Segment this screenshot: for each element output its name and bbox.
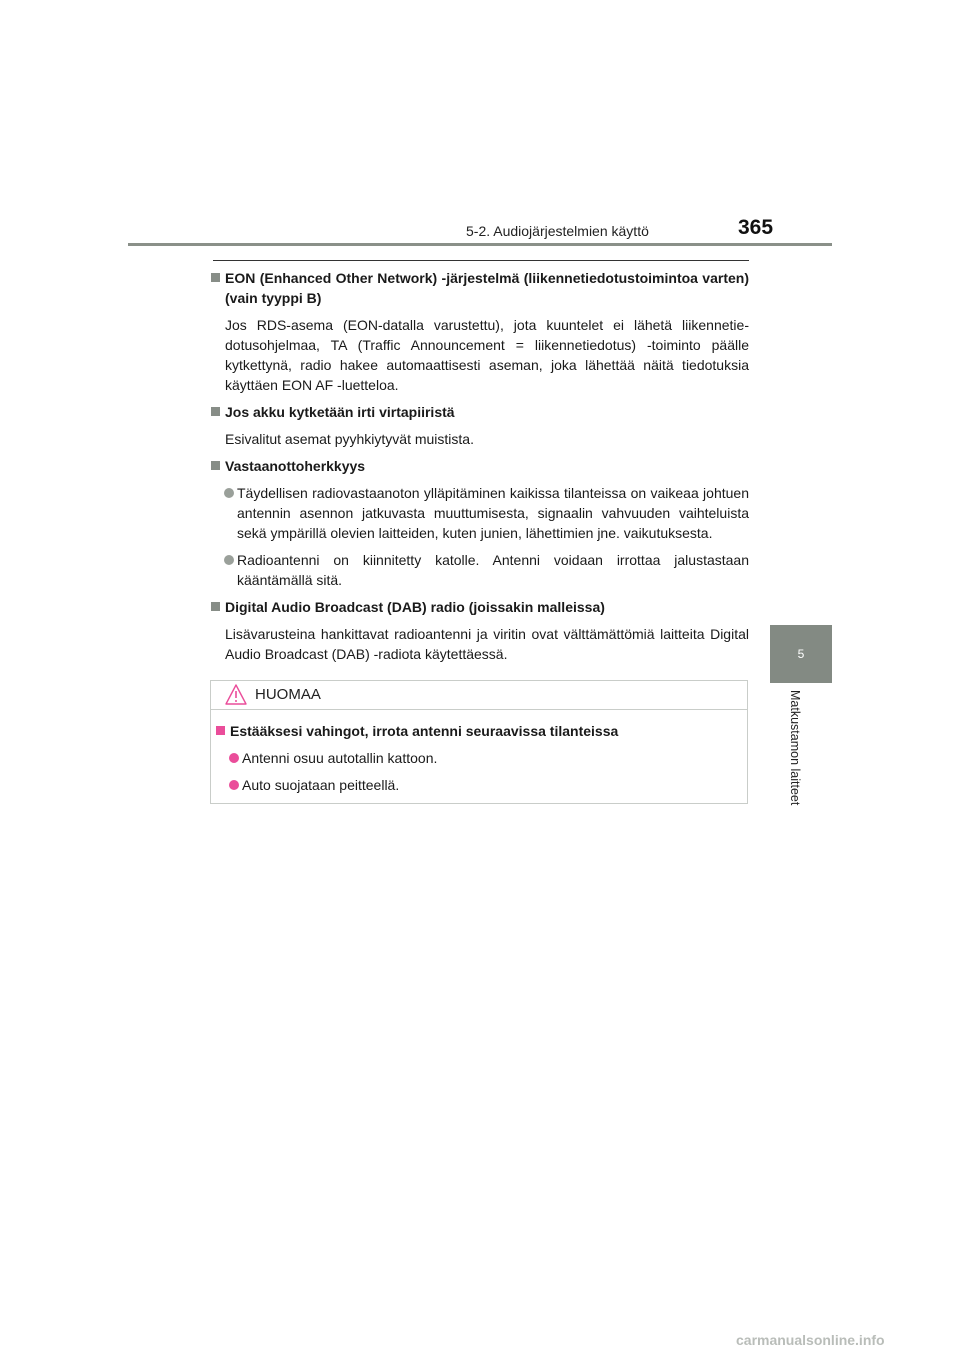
section-heading: Jos akku kytketään irti virtapiiristä bbox=[211, 402, 749, 422]
notice-heading: Estääksesi vahingot, irrota antenni seuraavissa tilanteissa bbox=[216, 721, 747, 741]
section-eon bbox=[211, 268, 749, 395]
chapter-tab bbox=[770, 625, 832, 683]
square-bullet-icon bbox=[211, 602, 220, 611]
watermark: carmanualsonline.info bbox=[736, 1332, 885, 1348]
list-item: Radioantenni on kiinnitetty katolle. Antenni voidaan irrottaa jalustastaan kääntämällä sitä. bbox=[211, 550, 749, 590]
notice-title: HUOMAA bbox=[255, 686, 321, 703]
notice-header bbox=[211, 681, 747, 710]
square-bullet-icon bbox=[211, 273, 220, 282]
section-heading: Vastaanottoherkkyys bbox=[211, 456, 749, 476]
square-bullet-icon bbox=[216, 726, 225, 735]
section-body: Jos RDS-asema (EON-datalla varustettu), jota kuuntelet ei lähetä liikennetiedotusohjelmaa, TA (Traffic Announcement = liikennetiedotus) -toiminto päälle kytkettynä, radio hakee automaattisesti aseman, joka lähettää näitä tiedotuksia käyttäen EON AF -luetteloa. bbox=[225, 317, 749, 393]
chapter-number: 5 bbox=[797, 647, 805, 661]
notice-body bbox=[211, 710, 747, 795]
section-heading: Digital Audio Broadcast (DAB) radio (joissakin malleissa) bbox=[211, 597, 749, 617]
chapter-title: Matkustamon laitteet bbox=[788, 690, 802, 806]
list-item: Antenni osuu autotallin kattoon. bbox=[216, 748, 747, 768]
header-divider bbox=[128, 243, 832, 246]
square-bullet-icon bbox=[211, 407, 220, 416]
page-content bbox=[211, 268, 749, 671]
round-bullet-icon bbox=[224, 555, 234, 565]
round-bullet-icon bbox=[224, 488, 234, 498]
section-heading: EON (Enhanced Other Network) -järjestelmä (liikennetiedotustoimintoa varten) (vain tyyppi B) bbox=[211, 268, 749, 308]
square-bullet-icon bbox=[211, 461, 220, 470]
notice-box bbox=[210, 680, 748, 804]
round-bullet-icon bbox=[229, 753, 239, 763]
page-number: 365 bbox=[738, 216, 774, 239]
section-body: Lisävarusteina hankittavat radioantenni ja viritin ovat välttämättömiä laitteita Digital Audio Broadcast (DAB) -radiota käytettäessä. bbox=[225, 626, 749, 662]
section-body: Esivalitut asemat pyyhkiytyvät muistista. bbox=[225, 431, 474, 447]
warning-triangle-icon bbox=[225, 684, 247, 705]
section-title: 5-2. Audiojärjestelmien käyttö bbox=[466, 223, 649, 239]
round-bullet-icon bbox=[229, 780, 239, 790]
content-divider bbox=[213, 260, 749, 261]
section-reception bbox=[211, 456, 749, 590]
list-item: Täydellisen radiovastaanoton ylläpitäminen kaikissa tilanteissa on vaikeaa johtuen antennin asennon jatkuvasta muuttumisesta, signaalin vahvuuden vaihteluista sekä ympärillä olevien laitteiden, kuten junien, lähettimien jne. vaikutuksesta. bbox=[211, 483, 749, 543]
section-dab bbox=[211, 597, 749, 664]
section-battery bbox=[211, 402, 749, 449]
list-item: Auto suojataan peitteellä. bbox=[216, 775, 747, 795]
